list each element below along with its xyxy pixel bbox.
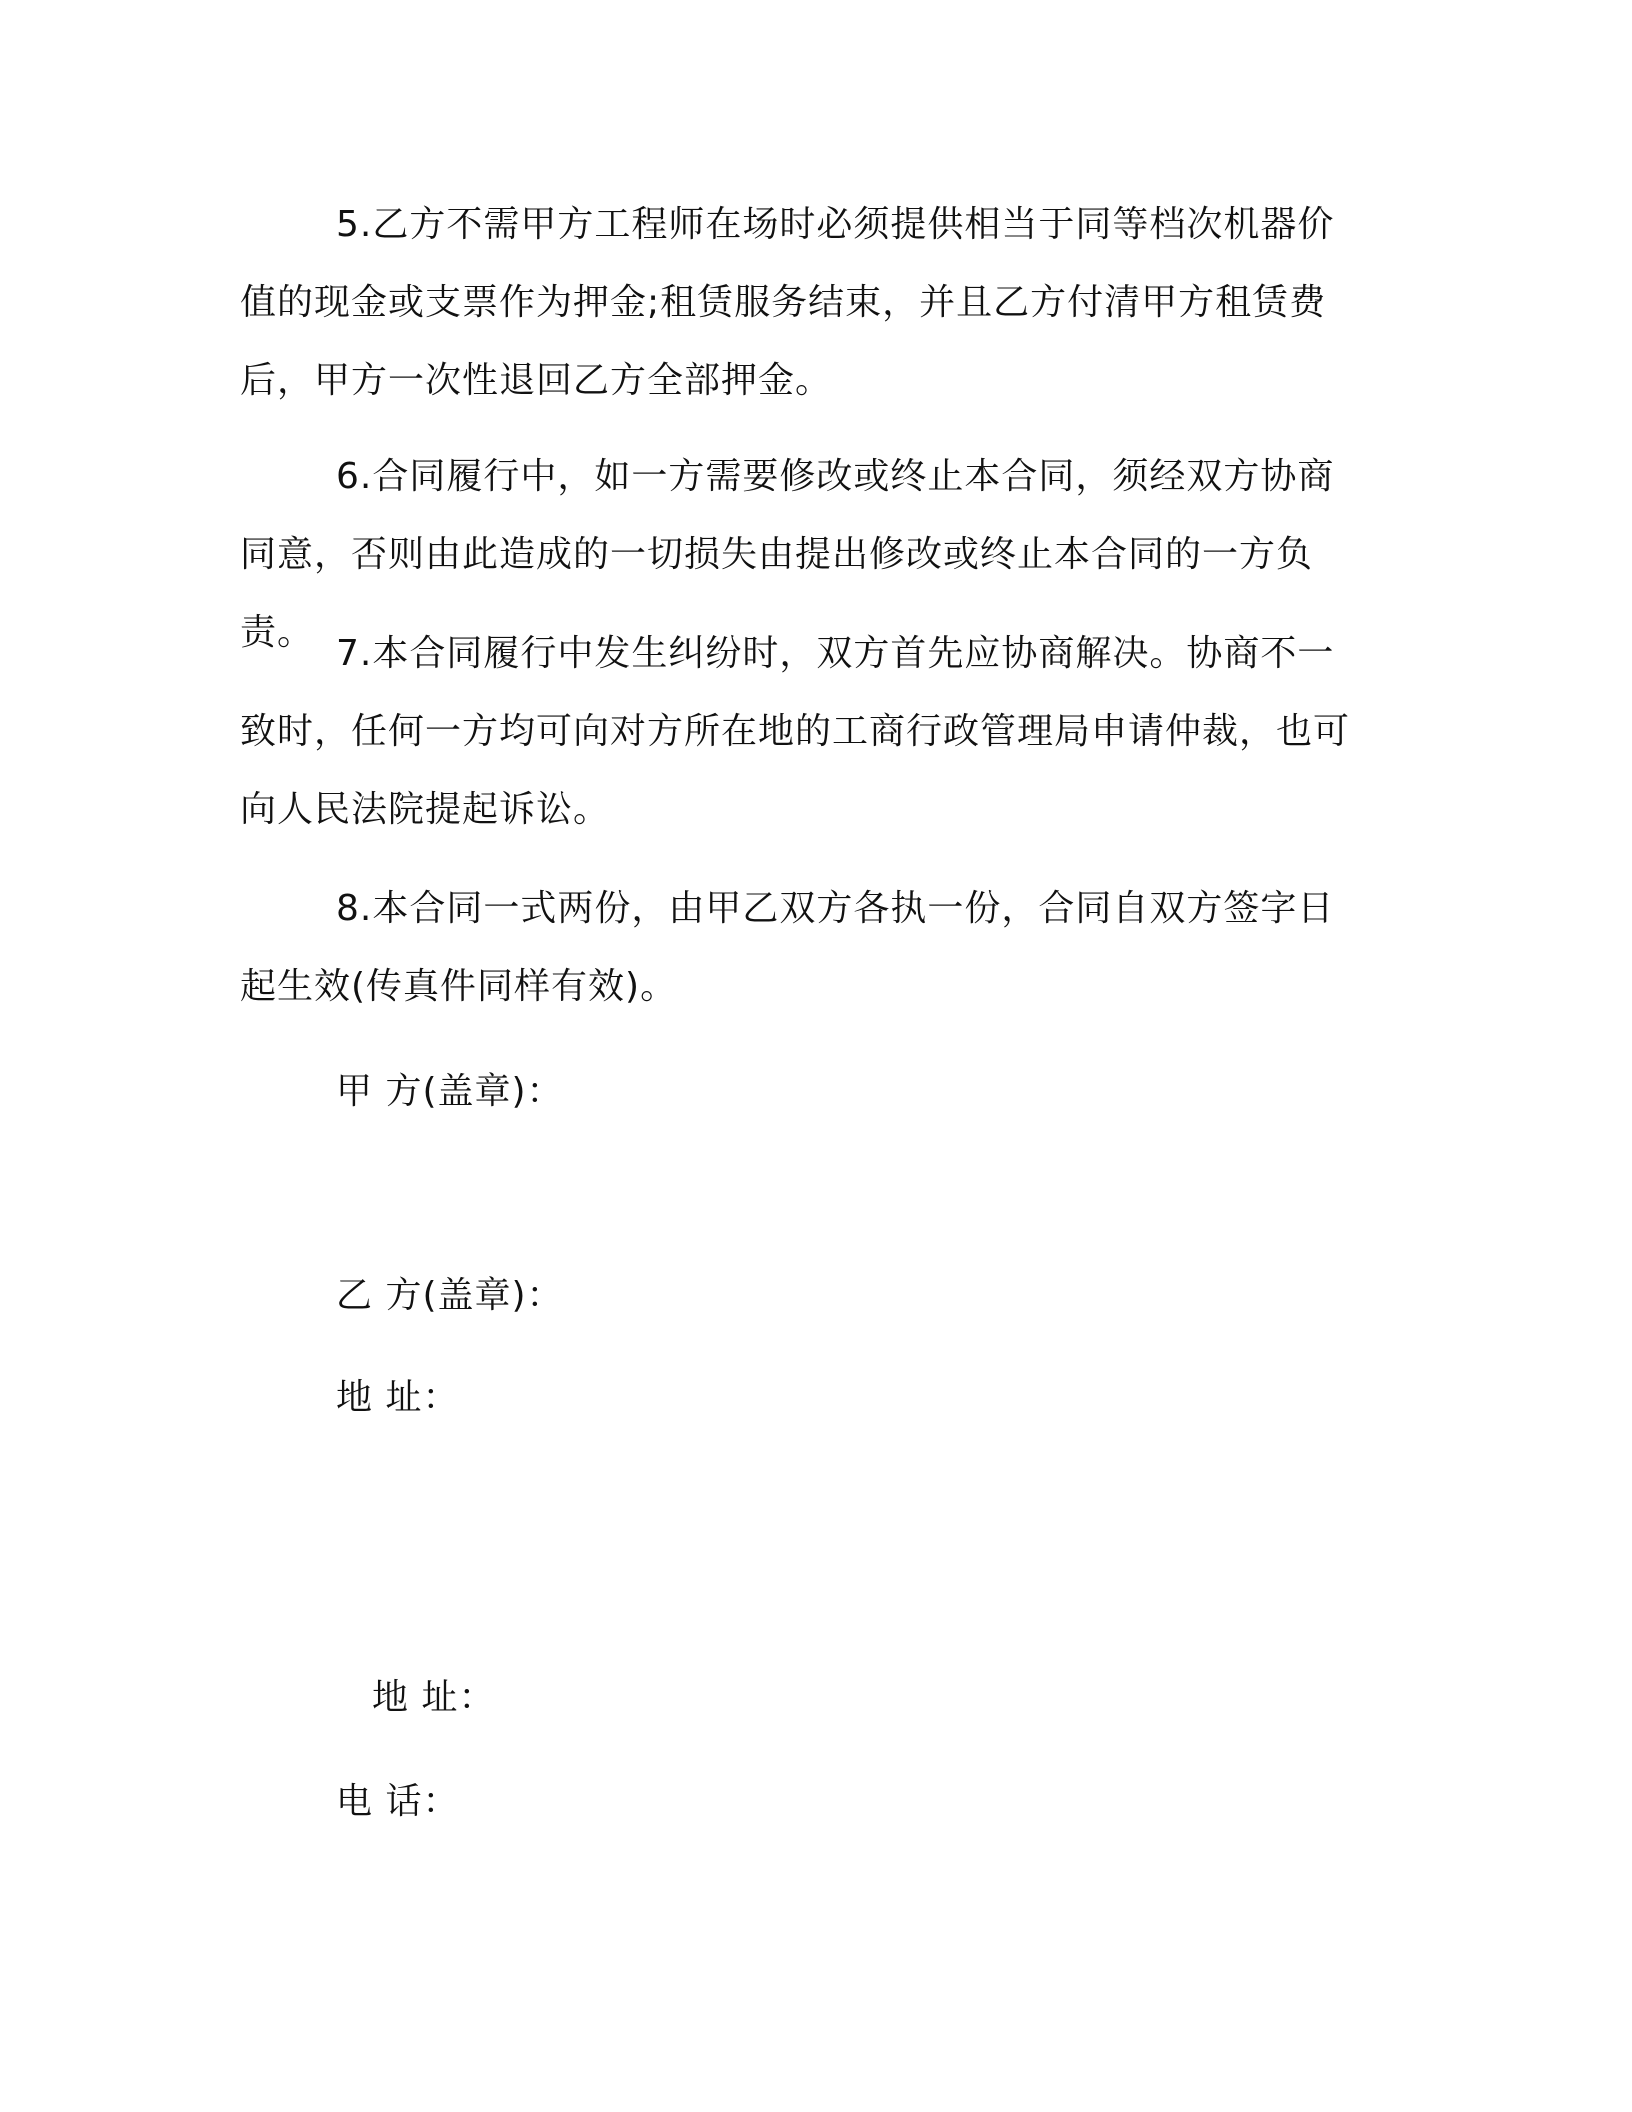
address-label-2: 地 址： <box>372 1677 496 1718</box>
party-a-seal-label: 甲 方(盖章)： <box>336 1071 564 1112</box>
clause-7: 7.本合同履行中发生纠纷时，双方首先应协商解决。协商不一致时，任何一方均可向对方所在地的工商行政管理局申请仲裁，也可向人民法院提起诉讼。 <box>240 633 1351 830</box>
clause-8: 8.本合同一式两份，由甲乙双方各执一份，合同自双方签字日起生效(传真件同样有效)。 <box>240 888 1335 1007</box>
party-b-seal-label: 乙 方(盖章)： <box>336 1275 564 1316</box>
phone-label: 电 话： <box>336 1781 460 1822</box>
clause-6: 6.合同履行中，如一方需要修改或终止本合同，须经双方协商同意，否则由此造成的一切损失由提出修改或终止本合同的一方负责。 <box>240 456 1335 653</box>
clause-5: 5.乙方不需甲方工程师在场时必须提供相当于同等档次机器价值的现金或支票作为押金;租赁服务结束，并且乙方付清甲方租赁费后，甲方一次性退回乙方全部押金。 <box>240 204 1335 401</box>
address-label-1: 地 址： <box>336 1377 460 1418</box>
